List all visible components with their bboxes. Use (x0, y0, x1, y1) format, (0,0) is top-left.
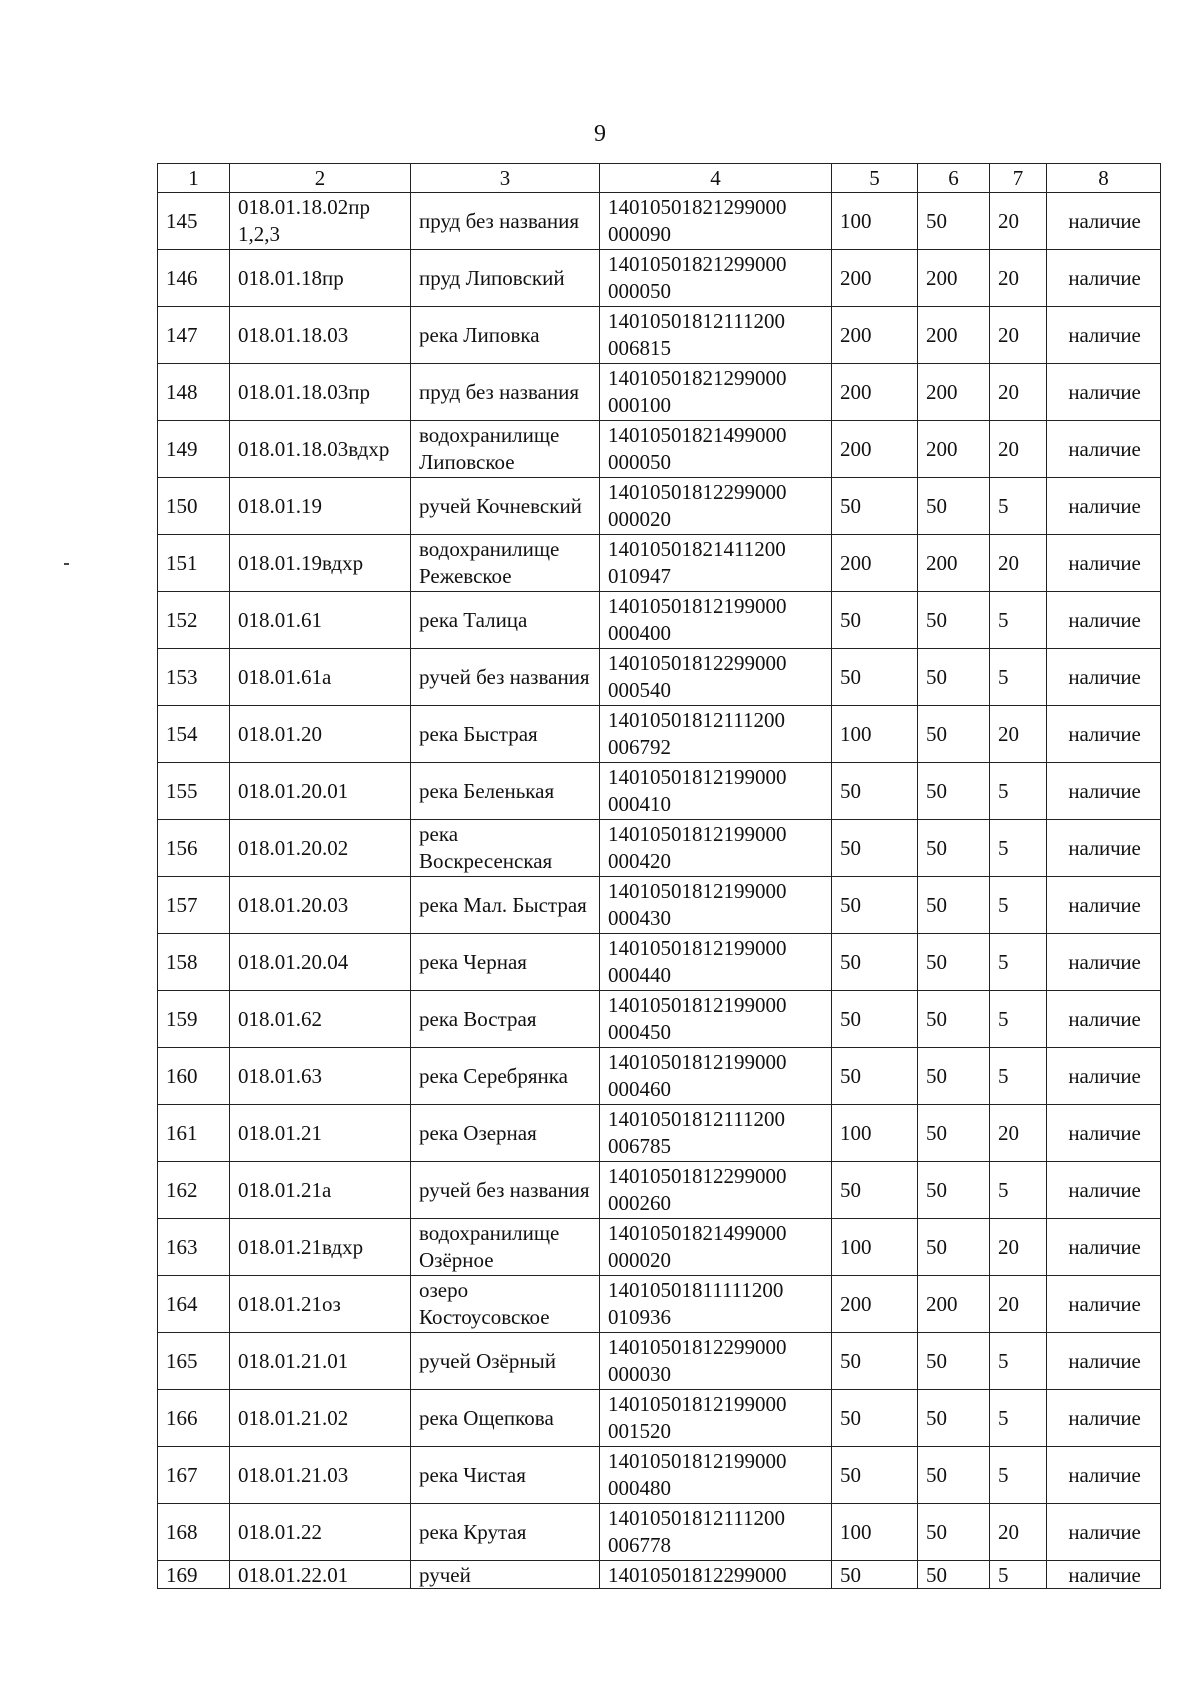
row-number: 166 (158, 1390, 230, 1447)
value-col-5: 100 (832, 1219, 918, 1276)
value-col-6: 50 (918, 1105, 990, 1162)
value-col-5: 50 (832, 592, 918, 649)
value-col-5: 50 (832, 991, 918, 1048)
value-col-5: 50 (832, 1447, 918, 1504)
table-row (158, 1105, 1161, 1162)
object-code: 018.01.20.01 (230, 763, 411, 820)
row-number: 158 (158, 934, 230, 991)
value-col-5: 200 (832, 421, 918, 478)
value-col-6: 50 (918, 1333, 990, 1390)
table-row (158, 1219, 1161, 1276)
object-id: 14010501812299000 000030 (600, 1333, 832, 1390)
status-cell: наличие (1047, 307, 1161, 364)
object-code: 018.01.21 (230, 1105, 411, 1162)
value-col-6: 50 (918, 1219, 990, 1276)
object-name: река Вострая (411, 991, 600, 1048)
object-code: 018.01.18.03вдхр (230, 421, 411, 478)
table-row (158, 535, 1161, 592)
object-code: 018.01.22.01 (230, 1561, 411, 1589)
value-col-7: 20 (990, 421, 1047, 478)
column-header: 4 (600, 164, 832, 193)
column-header: 7 (990, 164, 1047, 193)
row-number: 168 (158, 1504, 230, 1561)
table-row (158, 193, 1161, 250)
object-code: 018.01.20.02 (230, 820, 411, 877)
row-number: 156 (158, 820, 230, 877)
object-code: 018.01.62 (230, 991, 411, 1048)
object-code: 018.01.21.01 (230, 1333, 411, 1390)
value-col-7: 5 (990, 1447, 1047, 1504)
status-cell: наличие (1047, 1162, 1161, 1219)
table-row (158, 592, 1161, 649)
object-name: ручей без названия (411, 1162, 600, 1219)
status-cell: наличие (1047, 592, 1161, 649)
table-row (158, 307, 1161, 364)
value-col-5: 100 (832, 193, 918, 250)
table-row (158, 1048, 1161, 1105)
object-name: река Талица (411, 592, 600, 649)
value-col-7: 20 (990, 1276, 1047, 1333)
value-col-6: 50 (918, 592, 990, 649)
row-number: 147 (158, 307, 230, 364)
object-id: 14010501812199000 000430 (600, 877, 832, 934)
object-id: 14010501812199000 000410 (600, 763, 832, 820)
object-code: 018.01.61 (230, 592, 411, 649)
object-id: 14010501821299000 000050 (600, 250, 832, 307)
value-col-6: 50 (918, 1504, 990, 1561)
object-id: 14010501812111200 006792 (600, 706, 832, 763)
value-col-6: 50 (918, 1048, 990, 1105)
value-col-6: 50 (918, 763, 990, 820)
object-id: 14010501812299000 000540 (600, 649, 832, 706)
value-col-5: 50 (832, 934, 918, 991)
water-bodies-table (157, 163, 1161, 1589)
status-cell: наличие (1047, 706, 1161, 763)
object-code: 018.01.22 (230, 1504, 411, 1561)
value-col-7: 20 (990, 1504, 1047, 1561)
table-row (158, 1162, 1161, 1219)
object-code: 018.01.21вдхр (230, 1219, 411, 1276)
value-col-7: 5 (990, 1561, 1047, 1589)
table-row (158, 763, 1161, 820)
table-row (158, 820, 1161, 877)
value-col-6: 50 (918, 1390, 990, 1447)
column-header: 1 (158, 164, 230, 193)
object-code: 018.01.20.04 (230, 934, 411, 991)
object-code: 018.01.19вдхр (230, 535, 411, 592)
value-col-6: 200 (918, 364, 990, 421)
object-id: 14010501821499000 000020 (600, 1219, 832, 1276)
table-body (158, 193, 1161, 1589)
row-number: 162 (158, 1162, 230, 1219)
object-code: 018.01.18.02пр 1,2,3 (230, 193, 411, 250)
value-col-7: 5 (990, 763, 1047, 820)
value-col-6: 50 (918, 820, 990, 877)
object-name: водохранилище Озёрное (411, 1219, 600, 1276)
table-row (158, 478, 1161, 535)
row-number: 157 (158, 877, 230, 934)
status-cell: наличие (1047, 1390, 1161, 1447)
table-row (158, 1276, 1161, 1333)
object-id: 14010501812111200 006778 (600, 1504, 832, 1561)
value-col-6: 50 (918, 1447, 990, 1504)
row-number: 149 (158, 421, 230, 478)
value-col-7: 20 (990, 535, 1047, 592)
status-cell: наличие (1047, 421, 1161, 478)
value-col-6: 50 (918, 934, 990, 991)
object-name: пруд без названия (411, 364, 600, 421)
value-col-5: 50 (832, 820, 918, 877)
value-col-7: 20 (990, 364, 1047, 421)
value-col-6: 50 (918, 478, 990, 535)
object-code: 018.01.21.02 (230, 1390, 411, 1447)
value-col-7: 5 (990, 934, 1047, 991)
object-name: водохранилище Режевское (411, 535, 600, 592)
value-col-7: 20 (990, 706, 1047, 763)
value-col-7: 5 (990, 592, 1047, 649)
row-number: 163 (158, 1219, 230, 1276)
row-number: 165 (158, 1333, 230, 1390)
object-name: водохранилище Липовское (411, 421, 600, 478)
status-cell: наличие (1047, 1276, 1161, 1333)
value-col-7: 20 (990, 307, 1047, 364)
status-cell: наличие (1047, 250, 1161, 307)
row-number: 167 (158, 1447, 230, 1504)
row-number: 146 (158, 250, 230, 307)
value-col-7: 5 (990, 877, 1047, 934)
table-row (158, 991, 1161, 1048)
object-id: 14010501821299000 000100 (600, 364, 832, 421)
table-row (158, 1333, 1161, 1390)
value-col-7: 20 (990, 250, 1047, 307)
row-number: 151 (158, 535, 230, 592)
table-row (158, 706, 1161, 763)
status-cell: наличие (1047, 877, 1161, 934)
object-id: 14010501812199000 000450 (600, 991, 832, 1048)
row-number: 164 (158, 1276, 230, 1333)
value-col-7: 5 (990, 1048, 1047, 1105)
object-id: 14010501812111200 006815 (600, 307, 832, 364)
value-col-6: 200 (918, 250, 990, 307)
column-header: 5 (832, 164, 918, 193)
object-id: 14010501812299000 (600, 1561, 832, 1589)
object-id: 14010501812199000 000460 (600, 1048, 832, 1105)
table-row (158, 1447, 1161, 1504)
object-name: река Воскресенская (411, 820, 600, 877)
object-id: 14010501812299000 000260 (600, 1162, 832, 1219)
value-col-5: 100 (832, 1105, 918, 1162)
column-header: 2 (230, 164, 411, 193)
value-col-5: 200 (832, 364, 918, 421)
object-name: пруд Липовский (411, 250, 600, 307)
table-row (158, 421, 1161, 478)
value-col-6: 200 (918, 535, 990, 592)
value-col-5: 50 (832, 877, 918, 934)
value-col-5: 200 (832, 535, 918, 592)
row-number: 153 (158, 649, 230, 706)
object-name: озеро Костоусовское (411, 1276, 600, 1333)
column-header: 6 (918, 164, 990, 193)
value-col-5: 50 (832, 1390, 918, 1447)
object-code: 018.01.19 (230, 478, 411, 535)
value-col-6: 50 (918, 193, 990, 250)
object-name: река Чистая (411, 1447, 600, 1504)
status-cell: наличие (1047, 934, 1161, 991)
object-code: 018.01.21а (230, 1162, 411, 1219)
object-code: 018.01.20 (230, 706, 411, 763)
value-col-5: 200 (832, 250, 918, 307)
object-name: пруд без названия (411, 193, 600, 250)
value-col-6: 200 (918, 421, 990, 478)
status-cell: наличие (1047, 193, 1161, 250)
object-id: 14010501811111200 010936 (600, 1276, 832, 1333)
object-id: 14010501812199000 000440 (600, 934, 832, 991)
table-row (158, 649, 1161, 706)
object-name: река Быстрая (411, 706, 600, 763)
object-id: 14010501812111200 006785 (600, 1105, 832, 1162)
status-cell: наличие (1047, 763, 1161, 820)
table-row (158, 364, 1161, 421)
status-cell: наличие (1047, 1105, 1161, 1162)
status-cell: наличие (1047, 364, 1161, 421)
value-col-7: 5 (990, 991, 1047, 1048)
column-header: 8 (1047, 164, 1161, 193)
object-code: 018.01.18.03пр (230, 364, 411, 421)
value-col-6: 50 (918, 706, 990, 763)
object-id: 14010501812199000 000420 (600, 820, 832, 877)
object-id: 14010501812199000 001520 (600, 1390, 832, 1447)
value-col-6: 200 (918, 1276, 990, 1333)
status-cell: наличие (1047, 535, 1161, 592)
value-col-6: 50 (918, 1561, 990, 1589)
status-cell: наличие (1047, 1504, 1161, 1561)
row-number: 159 (158, 991, 230, 1048)
value-col-5: 50 (832, 1048, 918, 1105)
value-col-5: 50 (832, 1333, 918, 1390)
row-number: 154 (158, 706, 230, 763)
object-id: 14010501821499000 000050 (600, 421, 832, 478)
object-name: река Крутая (411, 1504, 600, 1561)
row-number: 161 (158, 1105, 230, 1162)
object-name: ручей Озёрный (411, 1333, 600, 1390)
table-row (158, 877, 1161, 934)
table-row (158, 1504, 1161, 1561)
value-col-5: 100 (832, 1504, 918, 1561)
object-name: ручей (411, 1561, 600, 1589)
value-col-5: 50 (832, 1162, 918, 1219)
value-col-7: 5 (990, 1162, 1047, 1219)
row-number: 145 (158, 193, 230, 250)
status-cell: наличие (1047, 1447, 1161, 1504)
table-row (158, 1390, 1161, 1447)
object-name: река Серебрянка (411, 1048, 600, 1105)
status-cell: наличие (1047, 820, 1161, 877)
value-col-5: 50 (832, 763, 918, 820)
status-cell: наличие (1047, 1561, 1161, 1589)
object-code: 018.01.61а (230, 649, 411, 706)
table-row (158, 250, 1161, 307)
object-name: река Беленькая (411, 763, 600, 820)
value-col-6: 50 (918, 877, 990, 934)
object-code: 018.01.63 (230, 1048, 411, 1105)
column-header: 3 (411, 164, 600, 193)
value-col-5: 50 (832, 1561, 918, 1589)
status-cell: наличие (1047, 1333, 1161, 1390)
value-col-7: 5 (990, 649, 1047, 706)
object-id: 14010501821411200 010947 (600, 535, 832, 592)
value-col-5: 50 (832, 478, 918, 535)
object-code: 018.01.18.03 (230, 307, 411, 364)
object-name: река Мал. Быстрая (411, 877, 600, 934)
table-row (158, 1561, 1161, 1589)
value-col-7: 20 (990, 1105, 1047, 1162)
value-col-7: 20 (990, 1219, 1047, 1276)
value-col-7: 20 (990, 193, 1047, 250)
object-name: река Ощепкова (411, 1390, 600, 1447)
table-row (158, 934, 1161, 991)
object-code: 018.01.18пр (230, 250, 411, 307)
object-id: 14010501812199000 000400 (600, 592, 832, 649)
value-col-6: 50 (918, 1162, 990, 1219)
object-name: ручей Кочневский (411, 478, 600, 535)
page-number: 9 (594, 121, 606, 147)
header-row (158, 164, 1161, 193)
row-number: 169 (158, 1561, 230, 1589)
row-number: 155 (158, 763, 230, 820)
value-col-7: 5 (990, 1333, 1047, 1390)
object-id: 14010501821299000 000090 (600, 193, 832, 250)
status-cell: наличие (1047, 991, 1161, 1048)
row-number: 148 (158, 364, 230, 421)
row-number: 152 (158, 592, 230, 649)
status-cell: наличие (1047, 1219, 1161, 1276)
object-code: 018.01.20.03 (230, 877, 411, 934)
object-name: река Липовка (411, 307, 600, 364)
value-col-7: 5 (990, 478, 1047, 535)
value-col-5: 100 (832, 706, 918, 763)
value-col-6: 200 (918, 307, 990, 364)
stray-mark (64, 563, 69, 565)
value-col-6: 50 (918, 649, 990, 706)
value-col-7: 5 (990, 1390, 1047, 1447)
value-col-5: 200 (832, 1276, 918, 1333)
value-col-6: 50 (918, 991, 990, 1048)
object-code: 018.01.21.03 (230, 1447, 411, 1504)
object-id: 14010501812199000 000480 (600, 1447, 832, 1504)
object-name: ручей без названия (411, 649, 600, 706)
object-name: река Озерная (411, 1105, 600, 1162)
status-cell: наличие (1047, 478, 1161, 535)
value-col-7: 5 (990, 820, 1047, 877)
value-col-5: 200 (832, 307, 918, 364)
object-id: 14010501812299000 000020 (600, 478, 832, 535)
object-code: 018.01.21оз (230, 1276, 411, 1333)
row-number: 160 (158, 1048, 230, 1105)
value-col-5: 50 (832, 649, 918, 706)
status-cell: наличие (1047, 649, 1161, 706)
object-name: река Черная (411, 934, 600, 991)
row-number: 150 (158, 478, 230, 535)
status-cell: наличие (1047, 1048, 1161, 1105)
